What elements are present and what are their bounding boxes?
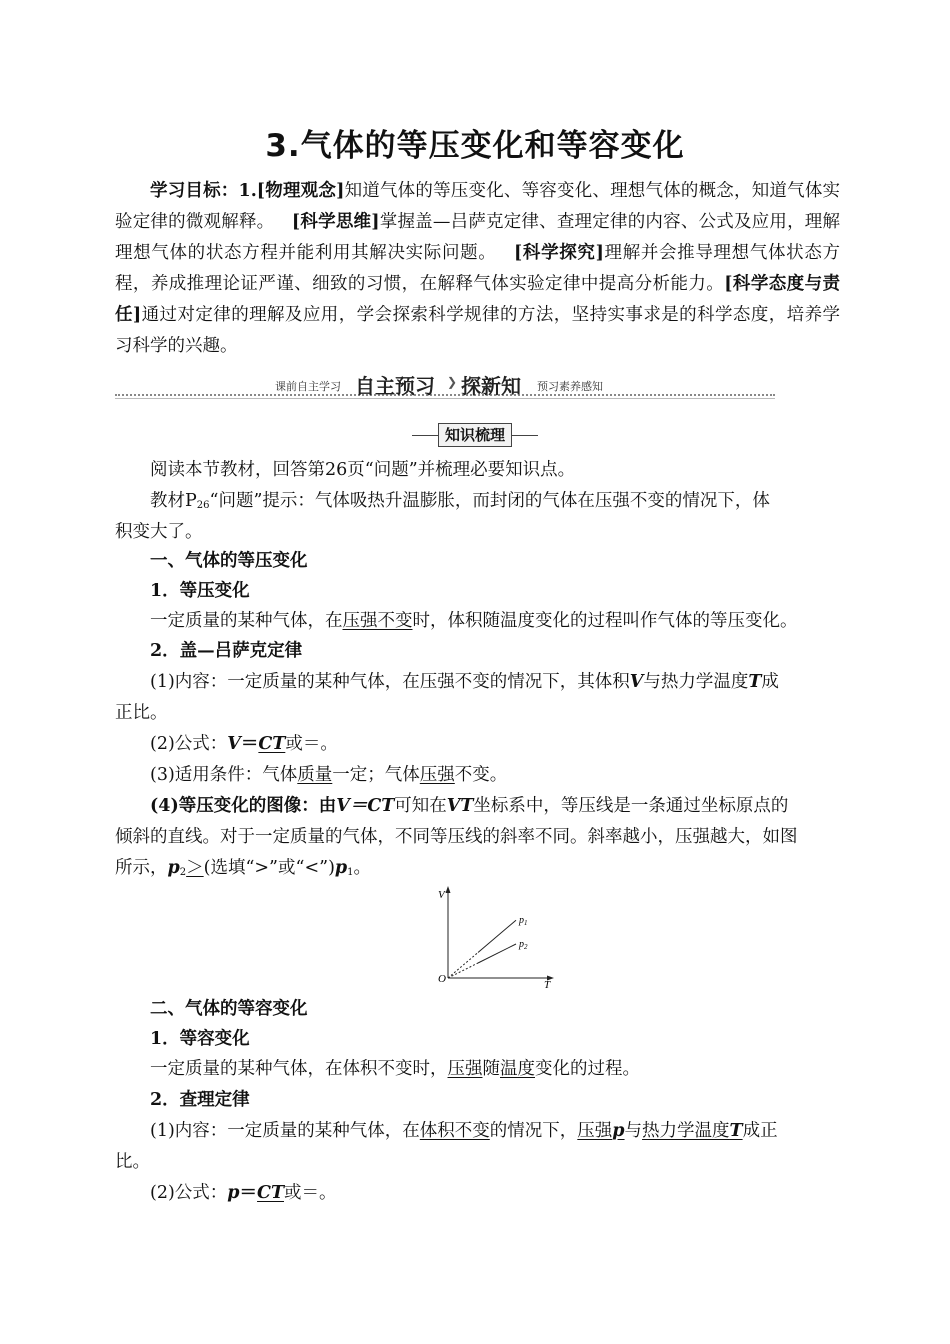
- section-2-sub-1: 1．等容变化: [150, 1029, 250, 1049]
- hint-paragraph: [115, 486, 840, 517]
- hint-text: “问题”提示：气体吸热升温膨胀，而封闭的气体在压强不变的情况下，体: [209, 491, 770, 511]
- isobaric-chart: [430, 884, 570, 992]
- y-axis-label: V: [438, 889, 445, 901]
- var-p: p: [612, 1121, 625, 1141]
- blank-answer: [577, 1121, 624, 1141]
- isobaric-graph-text-end: [115, 853, 840, 884]
- var-v: V: [629, 672, 644, 692]
- x-axis-label: T: [544, 979, 551, 991]
- section-1-sub-1: 1．等压变化: [150, 581, 250, 601]
- blank-answer: 体积不变: [419, 1121, 490, 1141]
- goal-tag-attitude: [科学态度与责任]: [115, 274, 841, 325]
- gay-lussac-conditions: [115, 760, 840, 791]
- banner-title-right: 探新知: [461, 374, 521, 398]
- blank-answer: [642, 1121, 743, 1141]
- series-layer: [448, 915, 528, 978]
- charles-content: [115, 1116, 840, 1147]
- section-1-heading: 一、气体的等压变化: [150, 551, 308, 571]
- learning-goals: [115, 176, 840, 362]
- text: (选填“>”或“<”): [203, 858, 335, 878]
- var-t: T: [748, 672, 762, 692]
- goal-tag-inquiry: [科学探究]: [513, 243, 604, 263]
- var-p: p: [227, 1183, 240, 1203]
- banner-dotted-line: [115, 394, 775, 396]
- gay-lussac-content-cont: 正比。: [115, 703, 168, 723]
- intro-paragraph: 阅读本节教材，回答第26页“问题”并梳理必要知识点。: [150, 460, 576, 480]
- tag-line-right: [512, 435, 538, 436]
- text: 成: [761, 672, 779, 692]
- blank-answer: CT: [258, 734, 286, 754]
- blank-answer: ＞: [186, 858, 204, 878]
- series-p1-label: $p_1$: [519, 915, 528, 928]
- banner-rule: [115, 398, 775, 399]
- sub: 2: [179, 867, 187, 878]
- hint-page-sub: 26: [196, 500, 210, 511]
- goals-number: 1.: [238, 181, 257, 201]
- gay-lussac-content: [115, 667, 840, 698]
- text: 或＝。: [285, 734, 338, 754]
- isobaric-graph-text-cont: 倾斜的直线。对于一定质量的气体，不同等压线的斜率不同。斜率越小，压强越大，如图: [115, 827, 798, 847]
- text: 时，体积随温度变化的过程叫作气体的等压变化。: [412, 611, 798, 631]
- tag-line-left: [412, 435, 438, 436]
- hint-prefix: 教材P: [150, 491, 197, 511]
- blank-answer: 压强不变: [342, 611, 413, 631]
- goal-tag-thinking: [科学思维]: [291, 212, 380, 232]
- origin-label: O: [438, 973, 446, 985]
- section-1-sub-2: 2．盖—吕萨克定律: [150, 641, 303, 661]
- section-tag-label: 知识梳理: [438, 423, 512, 447]
- blank-answer: 温度: [500, 1059, 535, 1079]
- banner-arrow-icon: ❯: [447, 375, 458, 389]
- text: 。: [353, 858, 372, 878]
- blank-answer: 质量: [297, 765, 333, 785]
- text: (1)内容：一定质量的某种气体，在压强不变的情况下，其体积: [150, 672, 630, 692]
- goals-label: 学习目标：: [150, 181, 239, 201]
- text: (2)公式：: [150, 734, 228, 754]
- goal-tag-physics: [物理观念]: [256, 181, 345, 201]
- page-title: 3.气体的等压变化和等容变化: [265, 128, 685, 164]
- equals: ＝: [240, 734, 259, 754]
- var-v: V: [227, 734, 241, 754]
- isobaric-graph-text: [115, 791, 840, 822]
- text: 与: [624, 1121, 643, 1141]
- text: 坐标系中，等压线是一条通过坐标原点的: [473, 796, 789, 816]
- series-p2-line: [478, 944, 516, 963]
- section-banner: [115, 372, 775, 400]
- text: (3)适用条件：气体: [150, 765, 298, 785]
- text: 与热力学温度: [643, 672, 749, 692]
- text: 变化的过程。: [535, 1059, 640, 1079]
- charles-content-cont: 比。: [115, 1152, 150, 1172]
- blank-answer: CT: [257, 1183, 284, 1203]
- var-p2: p: [167, 858, 180, 878]
- series-p1-line: [478, 920, 516, 952]
- y-axis-arrow: [446, 886, 451, 893]
- goal-text-thinking: 掌握盖—吕萨克定律、查理定律的内容、公式及应用，理解理想气体的状态方程并能利用其解决实际问题。: [115, 212, 841, 263]
- banner-title-left: 自主预习: [355, 374, 435, 398]
- series-p2-dashed: [448, 963, 478, 978]
- text: 可知在: [394, 796, 447, 816]
- goal-text-physics: 知道气体的等压变化、等容变化、理想气体的概念，知道气体实验定律的微观解释。: [115, 181, 841, 232]
- sub: 1: [347, 867, 354, 878]
- formula: V＝CT: [336, 796, 395, 816]
- text: (1)内容：一定质量的某种气体，在: [150, 1121, 420, 1141]
- text: 热力学温度: [642, 1121, 730, 1141]
- isochoric-definition: [115, 1054, 840, 1085]
- text: 的情况下，: [489, 1121, 578, 1141]
- equals: ＝: [239, 1183, 258, 1203]
- text: 或＝。: [284, 1183, 337, 1203]
- text: 成正: [742, 1121, 778, 1141]
- hint-paragraph-cont: 积变大了。: [115, 522, 203, 542]
- goal-text-attitude: 通过对定律的理解及应用，学会探索科学规律的方法，坚持实事求是的科学态度，培养学习科学的兴趣。: [115, 305, 841, 356]
- text: 不变。: [454, 765, 508, 785]
- banner-left-caption: 课前自主学习: [275, 380, 341, 393]
- text: 压强: [577, 1121, 613, 1141]
- text: 一定质量的某种气体，在体积不变时，: [150, 1059, 448, 1079]
- text: 所示，: [115, 858, 168, 878]
- goal-text-inquiry: 理解并会推导理想气体状态方程，养成推理论证严谨、细致的习惯，在解释气体实验定律中提高分析能力。: [115, 243, 841, 294]
- gay-lussac-formula: [115, 729, 840, 760]
- text: 一定质量的某种气体，在: [150, 611, 343, 631]
- var-vt: VT: [446, 796, 474, 816]
- blank-answer: 压强: [419, 765, 455, 785]
- blank-answer: 压强: [447, 1059, 483, 1079]
- var-t: T: [729, 1121, 743, 1141]
- text: (2)公式：: [150, 1183, 228, 1203]
- section-tag: [412, 423, 538, 447]
- text: (4)等压变化的图像：由: [150, 796, 337, 816]
- banner-right-caption: 预习素养感知: [537, 380, 603, 393]
- var-p1: p: [334, 858, 348, 878]
- text: 一定；气体: [332, 765, 420, 785]
- series-p2-label: $p_2$: [519, 939, 528, 951]
- charles-formula: [115, 1178, 840, 1209]
- section-2-sub-2: 2．查理定律: [150, 1090, 250, 1110]
- text: 随: [482, 1059, 500, 1079]
- isobaric-definition: [115, 606, 840, 637]
- section-2-heading: 二、气体的等容变化: [150, 999, 308, 1019]
